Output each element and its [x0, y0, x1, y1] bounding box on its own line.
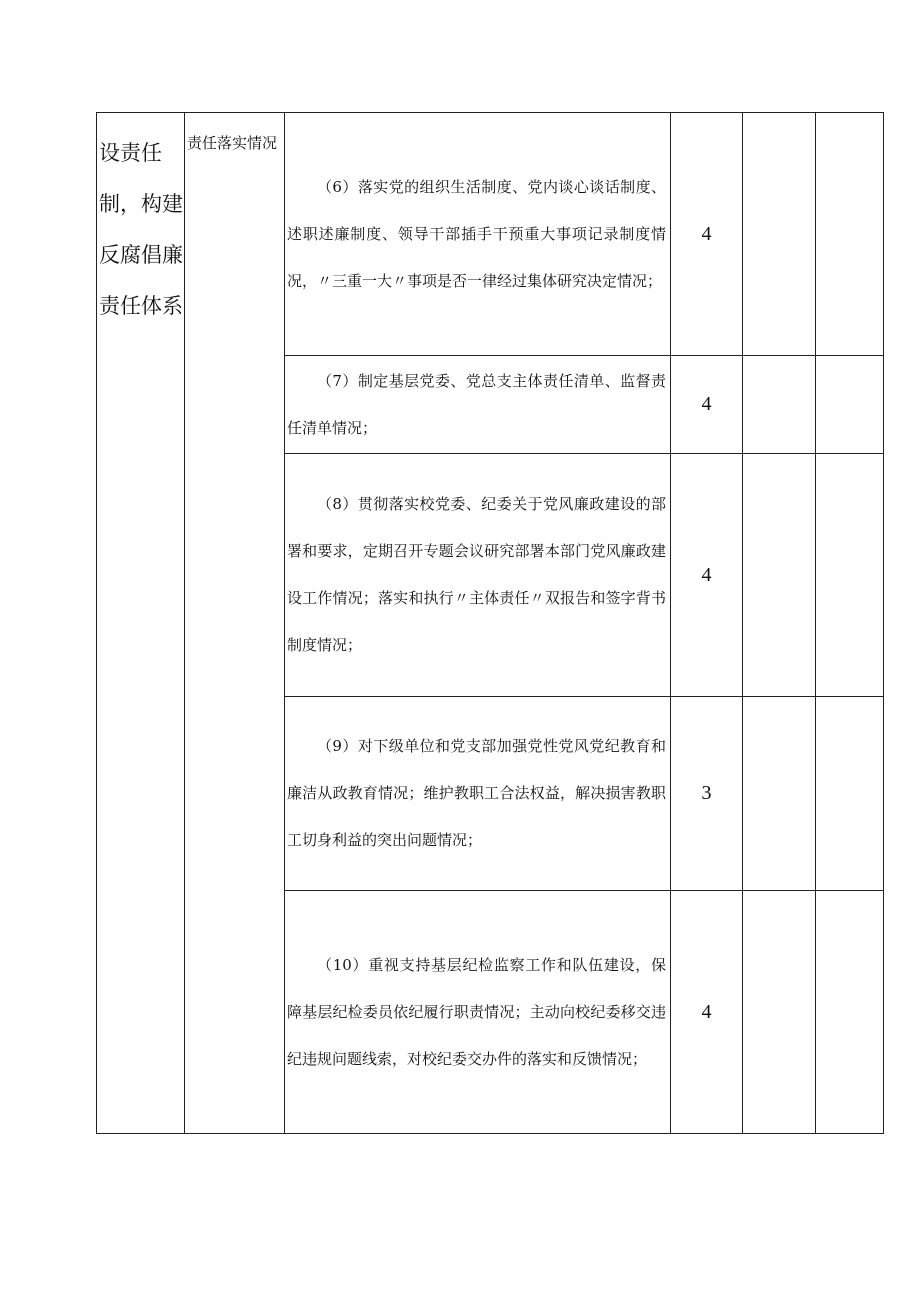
blank-cell	[743, 891, 816, 1134]
item-cell	[285, 891, 671, 1134]
item-cell	[285, 697, 671, 891]
score-cell	[671, 113, 743, 356]
score-value: 4	[701, 563, 712, 586]
score-cell	[671, 697, 743, 891]
blank-cell	[743, 454, 816, 697]
item-cell	[285, 454, 671, 697]
item-text: （6）落实党的组织生活制度、党内谈心谈话制度、述职述廉制度、领导干部插手干预重大事项记录制度情况，〃三重一大〃事项是否一律经过集体研究决定情况；	[287, 177, 666, 290]
blank-cell	[816, 454, 884, 697]
blank-cell	[816, 891, 884, 1134]
blank-cell	[743, 697, 816, 891]
item-text: （10）重视支持基层纪检监察工作和队伍建设，保障基层纪检委员依纪履行职责情况；主动向校纪委移交违纪违规问题线索，对校纪委交办件的落实和反馈情况；	[287, 955, 666, 1068]
score-value: 3	[701, 782, 712, 804]
category-cell	[97, 113, 185, 1134]
item-text: （8）贯彻落实校党委、纪委关于党风廉政建设的部署和要求，定期召开专题会议研究部署本部门党风廉政建设工作情况；落实和执行〃主体责任〃双报告和签字背书制度情况；	[287, 495, 666, 654]
score-cell	[671, 454, 743, 697]
item-text: （9）对下级单位和党支部加强党性党风党纪教育和廉洁从政教育情况；维护教职工合法权益，解决损害教职工切身利益的突出问题情况；	[287, 737, 666, 849]
item-cell	[285, 113, 671, 356]
assessment-table	[96, 112, 884, 1134]
blank-cell	[743, 113, 816, 356]
table-row	[97, 113, 884, 356]
score-value: 4	[701, 393, 712, 415]
score-cell	[671, 356, 743, 454]
item-text: （7）制定基层党委、党总支主体责任清单、监督责任清单情况；	[287, 371, 666, 437]
subcategory-label: 责任落实情况	[187, 134, 278, 152]
blank-cell	[816, 356, 884, 454]
score-cell	[671, 891, 743, 1134]
item-cell	[285, 356, 671, 454]
score-value: 4	[701, 1000, 712, 1023]
score-value: 4	[701, 222, 712, 245]
category-label: 设责任制，构建反腐倡廉责任体系	[99, 141, 183, 318]
blank-cell	[816, 697, 884, 891]
subcategory-cell	[185, 113, 285, 1134]
blank-cell	[743, 356, 816, 454]
blank-cell	[816, 113, 884, 356]
